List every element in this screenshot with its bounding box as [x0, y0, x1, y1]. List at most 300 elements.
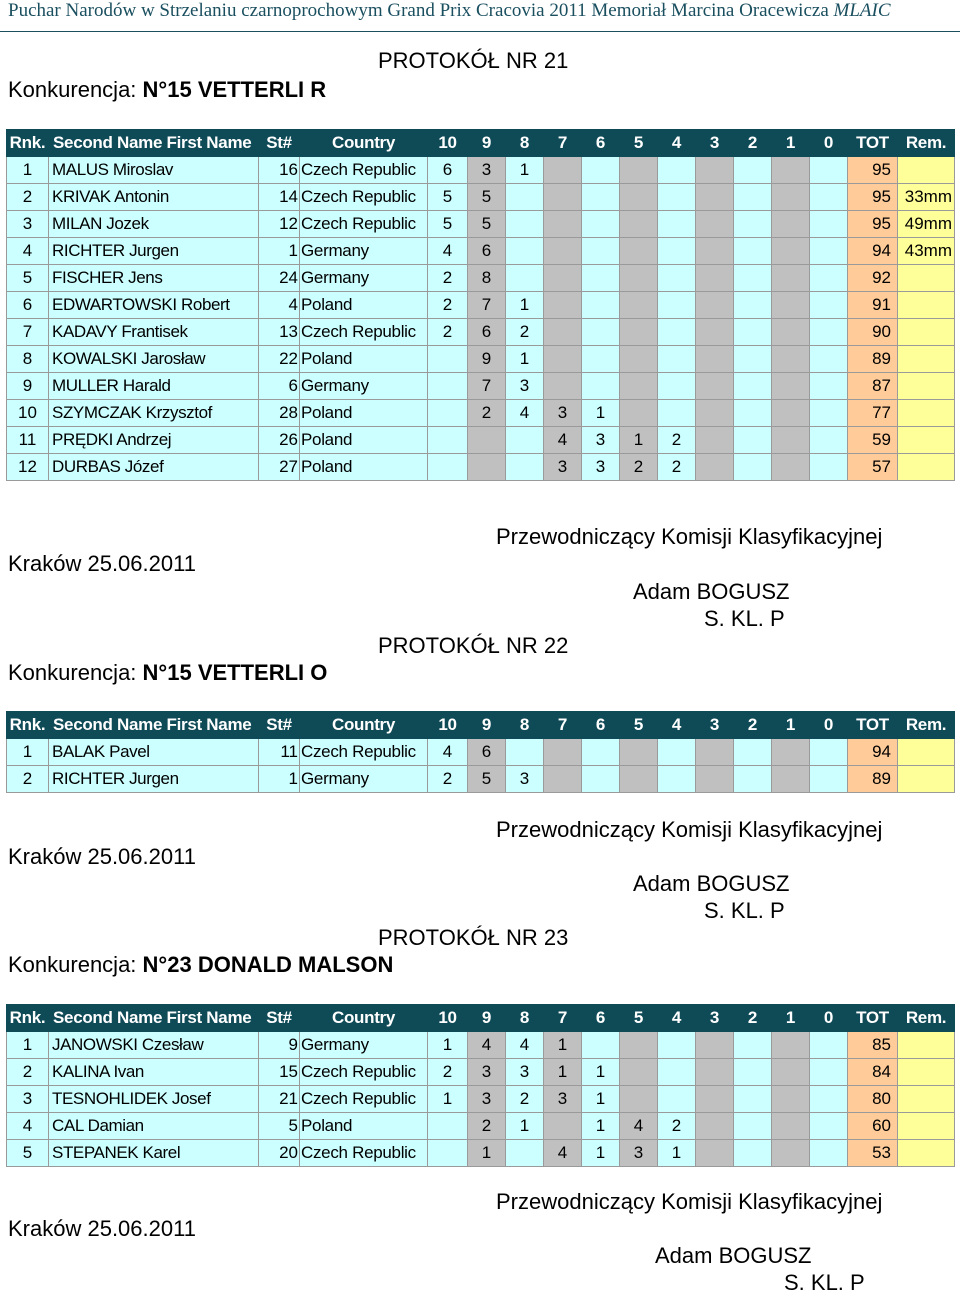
country-cell: Czech Republic — [300, 319, 428, 346]
score-cell: 6 — [468, 739, 506, 766]
competitor-name-cell: KRIVAK Antonin — [49, 184, 259, 211]
col-0-header: 0 — [810, 712, 848, 739]
score-cell: 3 — [506, 1059, 544, 1086]
score-cell — [506, 238, 544, 265]
col-0-header: 0 — [810, 130, 848, 157]
total-cell: 94 — [848, 238, 898, 265]
score-cell — [544, 1113, 582, 1140]
country-cell: Germany — [300, 1032, 428, 1059]
remarks-cell — [898, 373, 955, 400]
rank-cell: 2 — [7, 184, 49, 211]
start-number-cell: 27 — [259, 454, 300, 481]
remarks-cell — [898, 1113, 955, 1140]
score-cell — [734, 1032, 772, 1059]
col-rank-header: Rnk. — [7, 712, 49, 739]
table-row — [7, 1086, 955, 1113]
col-6-header: 6 — [582, 712, 620, 739]
col-9-header: 9 — [468, 130, 506, 157]
remarks-cell — [898, 292, 955, 319]
col-1-header: 1 — [772, 130, 810, 157]
score-cell: 1 — [506, 157, 544, 184]
remarks-cell — [898, 454, 955, 481]
score-cell — [734, 292, 772, 319]
score-cell — [620, 238, 658, 265]
rank-cell: 6 — [7, 292, 49, 319]
start-number-cell: 9 — [259, 1032, 300, 1059]
table-row — [7, 1113, 955, 1140]
total-cell: 53 — [848, 1140, 898, 1167]
score-cell — [544, 766, 582, 793]
country-cell: Czech Republic — [300, 211, 428, 238]
remarks-cell: 33mm — [898, 184, 955, 211]
score-cell: 1 — [582, 1140, 620, 1167]
score-cell — [810, 184, 848, 211]
score-cell — [582, 319, 620, 346]
score-cell — [810, 1032, 848, 1059]
chair-name: Adam BOGUSZ — [633, 871, 790, 896]
score-cell — [772, 184, 810, 211]
score-cell — [696, 1113, 734, 1140]
chair-rank: S. KL. P — [704, 898, 785, 923]
title-text: Puchar Narodów w Strzelaniu czarnoprochowym Grand Prix Cracovia 2011 Memoriał Marcina Oracewicza — [8, 0, 829, 21]
score-cell — [810, 211, 848, 238]
score-cell: 2 — [428, 766, 468, 793]
col-9-header: 9 — [468, 1005, 506, 1032]
konkurencja-heading — [8, 952, 393, 978]
score-cell — [772, 319, 810, 346]
score-cell — [544, 292, 582, 319]
col-1-header: 1 — [772, 1005, 810, 1032]
score-cell — [810, 1086, 848, 1113]
score-cell — [734, 184, 772, 211]
score-cell — [428, 400, 468, 427]
score-cell — [772, 766, 810, 793]
table-row — [7, 319, 955, 346]
remarks-cell — [898, 766, 955, 793]
remarks-cell — [898, 157, 955, 184]
score-cell — [810, 319, 848, 346]
results-table — [6, 1004, 955, 1167]
total-cell: 95 — [848, 157, 898, 184]
score-cell — [772, 238, 810, 265]
country-cell: Czech Republic — [300, 1086, 428, 1113]
score-cell: 1 — [428, 1086, 468, 1113]
score-cell: 3 — [582, 454, 620, 481]
score-cell — [772, 1086, 810, 1113]
score-cell — [810, 454, 848, 481]
remarks-cell — [898, 1086, 955, 1113]
score-cell — [810, 1113, 848, 1140]
start-number-cell: 21 — [259, 1086, 300, 1113]
chair-rank: S. KL. P — [784, 1270, 865, 1295]
score-cell — [734, 1059, 772, 1086]
country-cell: Poland — [300, 292, 428, 319]
table-row — [7, 454, 955, 481]
score-cell — [658, 319, 696, 346]
table-row — [7, 184, 955, 211]
col-rank-header: Rnk. — [7, 130, 49, 157]
competitor-name-cell: BALAK Pavel — [49, 739, 259, 766]
score-cell: 1 — [582, 1059, 620, 1086]
score-cell — [734, 427, 772, 454]
rank-cell: 8 — [7, 346, 49, 373]
score-cell: 4 — [506, 1032, 544, 1059]
score-cell — [658, 346, 696, 373]
country-cell: Germany — [300, 766, 428, 793]
score-cell — [582, 238, 620, 265]
competitor-name-cell: MULLER Harald — [49, 373, 259, 400]
col-10-header: 10 — [428, 1005, 468, 1032]
col-10-header: 10 — [428, 130, 468, 157]
score-cell — [810, 427, 848, 454]
remarks-cell — [898, 346, 955, 373]
col-7-header: 7 — [544, 130, 582, 157]
header-divider — [0, 31, 960, 32]
score-cell — [696, 211, 734, 238]
score-cell — [810, 292, 848, 319]
start-number-cell: 12 — [259, 211, 300, 238]
score-cell: 3 — [468, 1059, 506, 1086]
rank-cell: 1 — [7, 1032, 49, 1059]
col-country-header: Country — [300, 712, 428, 739]
total-cell: 80 — [848, 1086, 898, 1113]
score-cell — [468, 454, 506, 481]
score-cell — [620, 400, 658, 427]
results-table — [6, 129, 955, 481]
konkurencja-heading — [8, 660, 327, 686]
score-cell: 5 — [468, 211, 506, 238]
score-cell — [582, 184, 620, 211]
start-number-cell: 4 — [259, 292, 300, 319]
score-cell — [658, 211, 696, 238]
competitor-name-cell: KALINA Ivan — [49, 1059, 259, 1086]
score-cell — [734, 739, 772, 766]
table-row — [7, 265, 955, 292]
score-cell — [810, 346, 848, 373]
score-cell — [696, 454, 734, 481]
score-cell: 4 — [468, 1032, 506, 1059]
total-cell: 95 — [848, 184, 898, 211]
total-cell: 77 — [848, 400, 898, 427]
col-0-header: 0 — [810, 1005, 848, 1032]
score-cell: 2 — [428, 265, 468, 292]
score-cell — [810, 265, 848, 292]
total-cell: 94 — [848, 739, 898, 766]
score-cell — [544, 238, 582, 265]
col-2-header: 2 — [734, 712, 772, 739]
table-row — [7, 766, 955, 793]
score-cell — [620, 265, 658, 292]
col-8-header: 8 — [506, 1005, 544, 1032]
score-cell: 3 — [468, 157, 506, 184]
country-cell: Poland — [300, 400, 428, 427]
table-row — [7, 373, 955, 400]
score-cell — [506, 427, 544, 454]
score-cell — [772, 1140, 810, 1167]
score-cell — [772, 292, 810, 319]
score-cell: 4 — [544, 427, 582, 454]
score-cell — [544, 157, 582, 184]
rank-cell: 1 — [7, 157, 49, 184]
score-cell — [734, 211, 772, 238]
konkurencja-label: Konkurencja: — [8, 660, 137, 685]
start-number-cell: 6 — [259, 373, 300, 400]
score-cell — [620, 373, 658, 400]
rank-cell: 4 — [7, 238, 49, 265]
score-cell: 1 — [620, 427, 658, 454]
competitor-name-cell: EDWARTOWSKI Robert — [49, 292, 259, 319]
col-5-header: 5 — [620, 712, 658, 739]
col-remarks-header: Rem. — [898, 130, 955, 157]
table-row — [7, 1032, 955, 1059]
score-cell — [658, 157, 696, 184]
competitor-name-cell: STEPANEK Karel — [49, 1140, 259, 1167]
competitor-name-cell: MILAN Jozek — [49, 211, 259, 238]
score-cell — [810, 739, 848, 766]
score-cell — [658, 1086, 696, 1113]
score-cell — [772, 346, 810, 373]
score-cell: 1 — [468, 1140, 506, 1167]
score-cell — [506, 184, 544, 211]
col-remarks-header: Rem. — [898, 1005, 955, 1032]
competitor-name-cell: PRĘDKI Andrzej — [49, 427, 259, 454]
score-cell — [620, 292, 658, 319]
total-cell: 57 — [848, 454, 898, 481]
score-cell: 2 — [620, 454, 658, 481]
col-name-header: Second Name First Name — [49, 712, 259, 739]
score-cell: 1 — [506, 1113, 544, 1140]
remarks-cell: 43mm — [898, 238, 955, 265]
country-cell: Germany — [300, 373, 428, 400]
score-cell: 1 — [506, 346, 544, 373]
score-cell — [428, 427, 468, 454]
score-cell: 2 — [658, 1113, 696, 1140]
score-cell — [696, 427, 734, 454]
score-cell: 3 — [506, 373, 544, 400]
score-cell: 2 — [468, 1113, 506, 1140]
score-cell: 2 — [658, 427, 696, 454]
col-country-header: Country — [300, 130, 428, 157]
col-4-header: 4 — [658, 130, 696, 157]
score-cell — [810, 373, 848, 400]
total-cell: 85 — [848, 1032, 898, 1059]
chair-rank: S. KL. P — [704, 606, 785, 631]
start-number-cell: 5 — [259, 1113, 300, 1140]
table-row — [7, 427, 955, 454]
total-cell: 84 — [848, 1059, 898, 1086]
score-cell — [658, 1032, 696, 1059]
remarks-cell — [898, 265, 955, 292]
chair-name: Adam BOGUSZ — [655, 1243, 812, 1268]
score-cell — [696, 319, 734, 346]
chair-title: Przewodniczący Komisji Klasyfikacyjnej — [496, 1189, 883, 1214]
col-4-header: 4 — [658, 712, 696, 739]
score-cell — [582, 766, 620, 793]
score-cell — [734, 265, 772, 292]
konkurencja-name: N°23 DONALD MALSON — [142, 952, 394, 977]
score-cell — [544, 739, 582, 766]
score-cell: 5 — [428, 211, 468, 238]
competitor-name-cell: KOWALSKI Jarosław — [49, 346, 259, 373]
score-cell — [620, 1032, 658, 1059]
protokol-title: PROTOKÓŁ NR 21 — [378, 48, 569, 73]
score-cell: 5 — [468, 766, 506, 793]
remarks-cell — [898, 1140, 955, 1167]
col-6-header: 6 — [582, 130, 620, 157]
score-cell — [696, 1032, 734, 1059]
score-cell — [620, 319, 658, 346]
table-row — [7, 211, 955, 238]
score-cell: 3 — [620, 1140, 658, 1167]
score-cell: 3 — [506, 766, 544, 793]
country-cell: Germany — [300, 238, 428, 265]
score-cell — [582, 739, 620, 766]
score-cell — [544, 346, 582, 373]
score-cell — [428, 346, 468, 373]
score-cell — [658, 373, 696, 400]
score-cell — [620, 346, 658, 373]
rank-cell: 10 — [7, 400, 49, 427]
score-cell — [506, 454, 544, 481]
score-cell — [734, 238, 772, 265]
score-cell — [428, 454, 468, 481]
col-total-header: TOT — [848, 1005, 898, 1032]
remarks-cell — [898, 739, 955, 766]
score-cell — [620, 211, 658, 238]
score-cell — [810, 400, 848, 427]
score-cell — [772, 211, 810, 238]
col-5-header: 5 — [620, 130, 658, 157]
total-cell: 95 — [848, 211, 898, 238]
total-cell: 89 — [848, 346, 898, 373]
score-cell: 1 — [658, 1140, 696, 1167]
score-cell: 6 — [468, 238, 506, 265]
score-cell: 6 — [428, 157, 468, 184]
score-cell — [734, 157, 772, 184]
score-cell — [582, 292, 620, 319]
rank-cell: 3 — [7, 211, 49, 238]
score-cell — [658, 184, 696, 211]
col-7-header: 7 — [544, 1005, 582, 1032]
score-cell — [620, 739, 658, 766]
konkurencja-name: N°15 VETTERLI O — [142, 660, 328, 685]
country-cell: Czech Republic — [300, 1140, 428, 1167]
start-number-cell: 20 — [259, 1140, 300, 1167]
score-cell — [696, 292, 734, 319]
score-cell — [810, 238, 848, 265]
start-number-cell: 15 — [259, 1059, 300, 1086]
table-row — [7, 1059, 955, 1086]
table-row — [7, 1140, 955, 1167]
score-cell — [734, 1113, 772, 1140]
score-cell — [734, 346, 772, 373]
rank-cell: 1 — [7, 739, 49, 766]
rank-cell: 12 — [7, 454, 49, 481]
score-cell — [506, 1140, 544, 1167]
score-cell — [696, 157, 734, 184]
score-cell — [582, 346, 620, 373]
country-cell: Czech Republic — [300, 157, 428, 184]
competitor-name-cell: TESNOHLIDEK Josef — [49, 1086, 259, 1113]
konkurencja-name: N°15 VETTERLI R — [142, 77, 327, 102]
col-remarks-header: Rem. — [898, 712, 955, 739]
col-total-header: TOT — [848, 712, 898, 739]
score-cell: 4 — [620, 1113, 658, 1140]
score-cell: 4 — [506, 400, 544, 427]
score-cell — [620, 184, 658, 211]
total-cell: 92 — [848, 265, 898, 292]
col-7-header: 7 — [544, 712, 582, 739]
country-cell: Czech Republic — [300, 184, 428, 211]
col-start-header: St# — [259, 1005, 300, 1032]
score-cell — [696, 739, 734, 766]
document-title — [8, 0, 891, 22]
country-cell: Czech Republic — [300, 739, 428, 766]
table-row — [7, 292, 955, 319]
table-row — [7, 238, 955, 265]
score-cell — [696, 766, 734, 793]
chair-title: Przewodniczący Komisji Klasyfikacyjnej — [496, 524, 883, 549]
score-cell: 7 — [468, 373, 506, 400]
score-cell: 4 — [544, 1140, 582, 1167]
score-cell — [696, 1086, 734, 1113]
konkurencja-label: Konkurencja: — [8, 952, 137, 977]
score-cell: 2 — [428, 292, 468, 319]
score-cell — [810, 766, 848, 793]
col-start-header: St# — [259, 130, 300, 157]
chair-name: Adam BOGUSZ — [633, 579, 790, 604]
start-number-cell: 1 — [259, 766, 300, 793]
col-3-header: 3 — [696, 1005, 734, 1032]
country-cell: Czech Republic — [300, 1059, 428, 1086]
col-4-header: 4 — [658, 1005, 696, 1032]
place-date: Kraków 25.06.2011 — [8, 551, 196, 576]
score-cell — [696, 346, 734, 373]
rank-cell: 3 — [7, 1086, 49, 1113]
competitor-name-cell: CAL Damian — [49, 1113, 259, 1140]
col-1-header: 1 — [772, 712, 810, 739]
col-8-header: 8 — [506, 130, 544, 157]
score-cell: 3 — [468, 1086, 506, 1113]
score-cell — [696, 238, 734, 265]
country-cell: Poland — [300, 1113, 428, 1140]
total-cell: 89 — [848, 766, 898, 793]
rank-cell: 11 — [7, 427, 49, 454]
table-header-row — [7, 712, 955, 739]
score-cell: 2 — [506, 319, 544, 346]
rank-cell: 2 — [7, 1059, 49, 1086]
table-row — [7, 400, 955, 427]
table-row — [7, 157, 955, 184]
protokol-title: PROTOKÓŁ NR 23 — [378, 925, 569, 950]
score-cell — [544, 373, 582, 400]
score-cell: 1 — [544, 1059, 582, 1086]
score-cell — [734, 400, 772, 427]
score-cell — [582, 373, 620, 400]
start-number-cell: 14 — [259, 184, 300, 211]
score-cell — [772, 1059, 810, 1086]
start-number-cell: 16 — [259, 157, 300, 184]
score-cell — [772, 1113, 810, 1140]
score-cell — [620, 1059, 658, 1086]
country-cell: Germany — [300, 265, 428, 292]
start-number-cell: 11 — [259, 739, 300, 766]
col-name-header: Second Name First Name — [49, 1005, 259, 1032]
score-cell — [544, 265, 582, 292]
start-number-cell: 1 — [259, 238, 300, 265]
competitor-name-cell: RICHTER Jurgen — [49, 766, 259, 793]
score-cell — [696, 265, 734, 292]
